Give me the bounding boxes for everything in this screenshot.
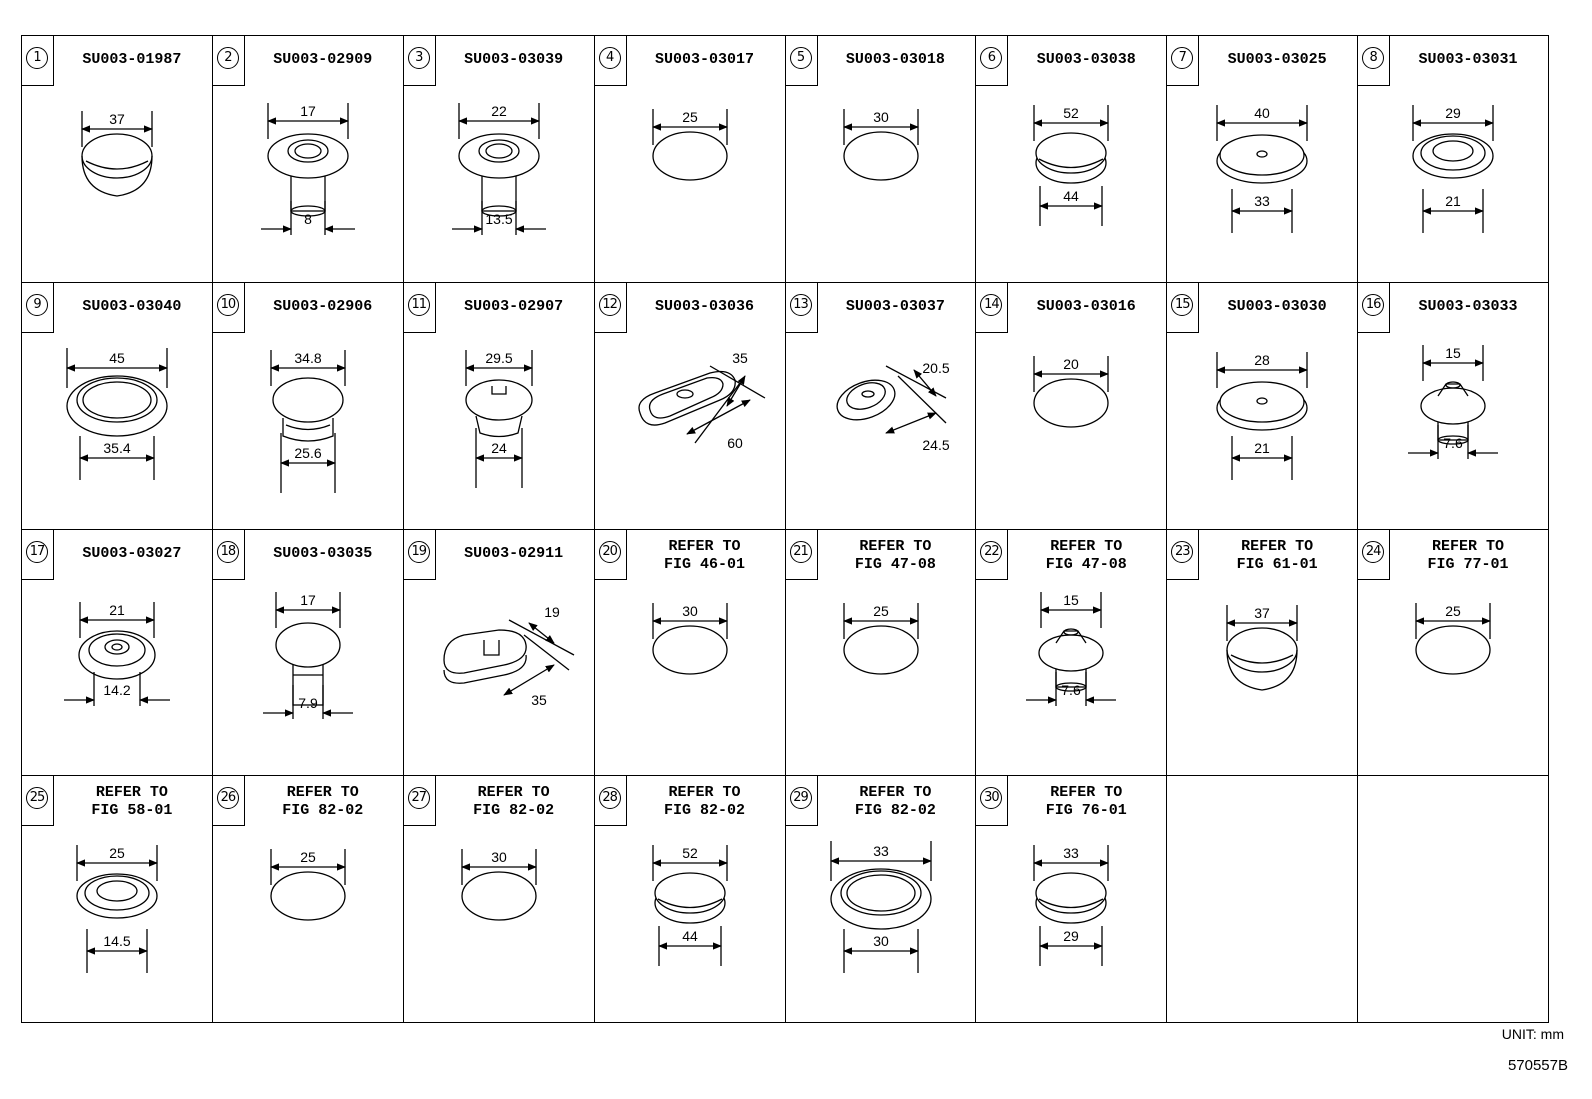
part-number: SU003-03025: [1227, 51, 1327, 68]
part-number: SU003-03039: [464, 51, 564, 68]
reference-line: REFER TO: [668, 537, 741, 555]
item-number-box: [22, 36, 54, 86]
item-number-box: [1167, 283, 1199, 333]
part-number: SU003-03016: [1036, 297, 1136, 315]
figure-reference: [1010, 538, 1162, 574]
item-number-box: [1167, 36, 1199, 86]
part-drawing: [22, 91, 212, 281]
part-cell-10: [213, 283, 404, 530]
part-number: SU003-03031: [1418, 51, 1518, 68]
figure-reference: [438, 784, 590, 820]
part-cell-18: [213, 530, 404, 777]
item-number-box: [1358, 36, 1390, 86]
figure-reference: [1201, 538, 1353, 574]
reference-line: REFER TO: [95, 784, 168, 802]
part-drawing: [22, 585, 212, 775]
item-number-box: [1358, 530, 1390, 580]
part-cell-7: [1167, 36, 1358, 283]
part-number: SU003-02907: [464, 297, 564, 315]
item-number: 27: [408, 787, 430, 809]
dimension-label: 28: [1254, 351, 1271, 368]
dimension-label: 29: [1445, 105, 1461, 121]
part-drawing: [595, 831, 785, 1021]
dimension-label: 21: [1445, 193, 1461, 209]
dimension-label: 60: [726, 434, 743, 451]
dimension-label: 44: [1063, 188, 1080, 204]
item-number-box: [1358, 283, 1390, 333]
part-drawing: [1167, 91, 1357, 281]
reference-line: REFER TO: [1241, 537, 1314, 555]
part-drawing: [786, 585, 976, 775]
item-number: 11: [408, 294, 430, 316]
part-drawing: [404, 585, 594, 775]
part-number: SU003-01987: [82, 51, 182, 68]
reference-line: FIG 77-01: [1427, 555, 1509, 573]
item-number-box: [786, 530, 818, 580]
dimension-label: 29.5: [485, 349, 513, 366]
part-drawing: [1167, 585, 1357, 775]
part-number: SU003-02911: [464, 544, 564, 562]
figure-reference: [629, 784, 781, 820]
dimension-label: 7.6: [1443, 434, 1463, 451]
reference-line: REFER TO: [477, 784, 550, 802]
reference-line: FIG 47-08: [1045, 555, 1127, 573]
item-number-box: [976, 776, 1008, 826]
item-number: 23: [1171, 541, 1193, 563]
part-cell-28: [595, 776, 786, 1023]
part-cell-23: [1167, 530, 1358, 777]
dimension-label: 44: [681, 928, 698, 945]
part-drawing: [404, 831, 594, 1021]
item-number-box: [404, 283, 436, 333]
dimension-label: 21: [1254, 439, 1271, 456]
figure-reference: [1392, 538, 1544, 574]
dimension-label: 7.9: [298, 694, 318, 711]
dimension-label: 17: [300, 591, 316, 608]
dimension-label: 29: [1063, 928, 1080, 945]
item-number-box: [22, 776, 54, 826]
dimension-label: 52: [1063, 105, 1080, 121]
part-drawing: [213, 585, 403, 775]
item-number: 2: [217, 47, 239, 69]
reference-line: REFER TO: [1050, 537, 1123, 555]
figure-reference: [820, 538, 972, 574]
part-cell-9: [22, 283, 213, 530]
dimension-label: 30: [681, 602, 698, 619]
dimension-label: 24.5: [921, 436, 950, 453]
item-number: 7: [1171, 47, 1193, 69]
dimension-label: 14.2: [103, 681, 131, 698]
part-number: SU003-03035: [273, 544, 373, 562]
reference-line: REFER TO: [1050, 784, 1123, 802]
dimension-label: 33: [1063, 845, 1080, 862]
part-drawing: [786, 91, 976, 281]
part-drawing: [213, 338, 403, 528]
item-number-box: [976, 283, 1008, 333]
dimension-label: 25: [109, 845, 125, 862]
dimension-label: 52: [681, 845, 698, 862]
item-number-box: [786, 283, 818, 333]
part-cell-4: [595, 36, 786, 283]
part-cell-17: [22, 530, 213, 777]
dimension-label: 25.6: [294, 444, 322, 461]
item-number: 9: [26, 294, 48, 316]
part-drawing: [1358, 585, 1548, 775]
item-number: 28: [599, 787, 621, 809]
part-cell-22: [976, 530, 1167, 777]
part-drawing: [213, 831, 403, 1021]
figure-reference: [247, 784, 399, 820]
part-cell-2: [213, 36, 404, 283]
dimension-label: 15: [1445, 344, 1461, 361]
dimension-label: 17: [300, 103, 316, 119]
part-number: SU003-03027: [82, 544, 182, 562]
dimension-label: 13.5: [485, 211, 513, 227]
part-cell-11: [404, 283, 595, 530]
dimension-label: 33: [872, 843, 889, 860]
part-cell-3: [404, 36, 595, 283]
part-cell-12: [595, 283, 786, 530]
part-number: SU003-03040: [82, 297, 182, 315]
part-cell-25: [22, 776, 213, 1023]
part-drawing: [1167, 338, 1357, 528]
part-cell-1: [22, 36, 213, 283]
item-number-box: [404, 530, 436, 580]
dimension-label: 20: [1063, 355, 1080, 372]
dimension-label: 34.8: [294, 349, 322, 366]
item-number-box: [976, 530, 1008, 580]
part-drawing: [595, 338, 785, 528]
parts-grid: [21, 35, 1549, 1023]
part-number: SU003-03033: [1418, 297, 1518, 315]
item-number-box: [213, 530, 245, 580]
dimension-label: 35: [530, 691, 547, 708]
reference-line: FIG 82-02: [473, 802, 555, 820]
part-number: SU003-03037: [845, 297, 945, 315]
dimension-label: 21: [109, 601, 125, 618]
item-number: 21: [790, 541, 812, 563]
dimension-label: 37: [109, 111, 125, 127]
part-cell-20: [595, 530, 786, 777]
item-number: 4: [599, 47, 621, 69]
part-number: SU003-03036: [655, 297, 755, 315]
item-number-box: [404, 36, 436, 86]
part-cell-5: [786, 36, 977, 283]
item-number: 22: [980, 541, 1002, 563]
item-number: 12: [599, 294, 621, 316]
reference-line: FIG 61-01: [1236, 555, 1318, 573]
figure-id: 570557B: [1507, 1057, 1568, 1074]
empty-cell: [1167, 776, 1358, 1023]
item-number: 20: [599, 541, 621, 563]
dimension-label: 25: [1445, 602, 1461, 619]
part-cell-19: [404, 530, 595, 777]
item-number: 8: [1362, 47, 1384, 69]
reference-line: REFER TO: [668, 784, 741, 802]
part-drawing: [595, 585, 785, 775]
dimension-label: 40: [1254, 105, 1271, 121]
figure-reference: [629, 538, 781, 574]
item-number-box: [595, 776, 627, 826]
part-cell-30: [976, 776, 1167, 1023]
reference-line: FIG 76-01: [1045, 802, 1127, 820]
part-number: SU003-03030: [1227, 297, 1327, 315]
item-number: 30: [980, 787, 1002, 809]
dimension-label: 7.6: [1061, 681, 1082, 698]
figure-reference: [56, 784, 208, 820]
item-number-box: [213, 776, 245, 826]
part-cell-29: [786, 776, 977, 1023]
part-drawing: [976, 585, 1166, 775]
dimension-label: 14.5: [103, 933, 131, 950]
dimension-label: 37: [1254, 604, 1271, 621]
dimension-label: 20.5: [921, 359, 950, 376]
part-cell-13: [786, 283, 977, 530]
reference-line: FIG 82-02: [854, 802, 936, 820]
part-drawing: [1358, 338, 1548, 528]
reference-line: FIG 58-01: [91, 802, 173, 820]
figure-reference: [820, 784, 972, 820]
item-number: 16: [1362, 294, 1384, 316]
reference-line: REFER TO: [859, 784, 932, 802]
item-number: 3: [408, 47, 430, 69]
part-cell-24: [1358, 530, 1549, 777]
empty-cell: [1358, 776, 1549, 1023]
item-number: 13: [790, 294, 812, 316]
reference-line: REFER TO: [286, 784, 359, 802]
part-drawing: [786, 831, 976, 1021]
item-number-box: [213, 283, 245, 333]
dimension-label: 33: [1254, 193, 1271, 209]
dimension-label: 30: [490, 849, 507, 866]
part-drawing: [595, 91, 785, 281]
part-cell-8: [1358, 36, 1549, 283]
item-number: 26: [217, 787, 239, 809]
item-number-box: [213, 36, 245, 86]
item-number-box: [22, 283, 54, 333]
dimension-label: 19: [543, 603, 560, 620]
item-number: 25: [26, 787, 48, 809]
part-drawing: [22, 338, 212, 528]
item-number: 5: [790, 47, 812, 69]
item-number-box: [786, 776, 818, 826]
dimension-label: 35: [731, 349, 748, 366]
part-number: SU003-03018: [845, 51, 945, 68]
item-number: 10: [217, 294, 239, 316]
part-cell-26: [213, 776, 404, 1023]
figure-reference: [1010, 784, 1162, 820]
reference-line: REFER TO: [859, 537, 932, 555]
part-drawing: [404, 338, 594, 528]
part-drawing: [213, 91, 403, 281]
part-drawing: [404, 91, 594, 281]
part-drawing: [976, 91, 1166, 281]
part-drawing: [976, 338, 1166, 528]
dimension-label: 25: [300, 849, 316, 866]
dimension-label: 24: [490, 439, 507, 456]
part-number: SU003-03038: [1036, 51, 1136, 68]
unit-label: UNIT: mm: [1501, 1026, 1564, 1042]
part-number: SU003-03017: [655, 51, 755, 68]
part-number: SU003-02906: [273, 297, 373, 315]
part-cell-6: [976, 36, 1167, 283]
dimension-label: 25: [681, 109, 698, 125]
reference-line: FIG 82-02: [664, 802, 746, 820]
item-number-box: [1167, 530, 1199, 580]
dimension-label: 25: [872, 602, 889, 619]
item-number: 19: [408, 541, 430, 563]
part-cell-16: [1358, 283, 1549, 530]
item-number-box: [22, 530, 54, 580]
dimension-label: 35.4: [103, 439, 131, 456]
part-cell-14: [976, 283, 1167, 530]
dimension-label: 22: [490, 103, 507, 119]
item-number-box: [976, 36, 1008, 86]
item-number: 1: [26, 47, 48, 69]
part-drawing: [1358, 91, 1548, 281]
dimension-label: 15: [1063, 591, 1080, 608]
dimension-label: 30: [872, 109, 889, 125]
part-number: SU003-02909: [273, 51, 373, 68]
part-cell-15: [1167, 283, 1358, 530]
item-number: 18: [217, 541, 239, 563]
dimension-label: 8: [303, 211, 312, 227]
item-number: 15: [1171, 294, 1193, 316]
item-number-box: [595, 283, 627, 333]
part-drawing: [786, 338, 976, 528]
dimension-label: 30: [872, 933, 889, 950]
reference-line: REFER TO: [1432, 537, 1505, 555]
item-number-box: [786, 36, 818, 86]
item-number: 29: [790, 787, 812, 809]
item-number: 14: [980, 294, 1002, 316]
item-number-box: [404, 776, 436, 826]
item-number: 24: [1362, 541, 1384, 563]
part-cell-21: [786, 530, 977, 777]
part-cell-27: [404, 776, 595, 1023]
reference-line: FIG 47-08: [854, 555, 936, 573]
item-number: 17: [26, 541, 48, 563]
item-number-box: [595, 530, 627, 580]
dimension-label: 45: [109, 349, 125, 366]
item-number-box: [595, 36, 627, 86]
reference-line: FIG 46-01: [664, 555, 746, 573]
part-drawing: [22, 831, 212, 1021]
reference-line: FIG 82-02: [282, 802, 364, 820]
item-number: 6: [980, 47, 1002, 69]
part-drawing: [976, 831, 1166, 1021]
